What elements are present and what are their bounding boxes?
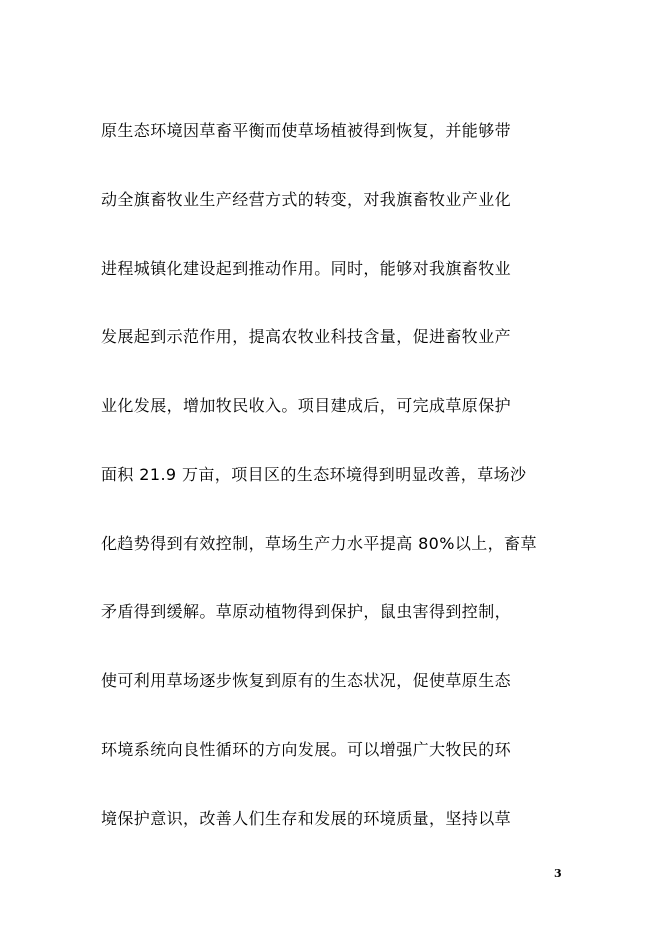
text-line: 发展起到示范作用，提高农牧业科技含量，促进畜牧业产 <box>101 327 512 346</box>
text-line: 面积 21.9 万亩，项目区的生态环境得到明显改善，草场沙 <box>101 465 527 484</box>
text-line: 境保护意识，改善人们生存和发展的环境质量，坚持以草 <box>101 809 512 828</box>
text-line: 动全旗畜牧业生产经营方式的转变，对我旗畜牧业产业化 <box>101 190 512 209</box>
text-line: 矛盾得到缓解。草原动植物得到保护，鼠虫害得到控制， <box>101 602 512 621</box>
text-line: 环境系统向良性循环的方向发展。可以增强广大牧民的环 <box>101 740 512 759</box>
text-line: 原生态环境因草畜平衡而使草场植被得到恢复，并能够带 <box>101 121 512 140</box>
text-line: 业化发展，增加牧民收入。项目建成后，可完成草原保护 <box>101 396 512 415</box>
page-number: 3 <box>554 867 562 880</box>
text-line: 使可利用草场逐步恢复到原有的生态状况，促使草原生态 <box>101 671 512 690</box>
text-line: 化趋势得到有效控制，草场生产力水平提高 80%以上，畜草 <box>101 534 537 553</box>
text-line: 进程城镇化建设起到推动作用。同时，能够对我旗畜牧业 <box>101 259 512 278</box>
